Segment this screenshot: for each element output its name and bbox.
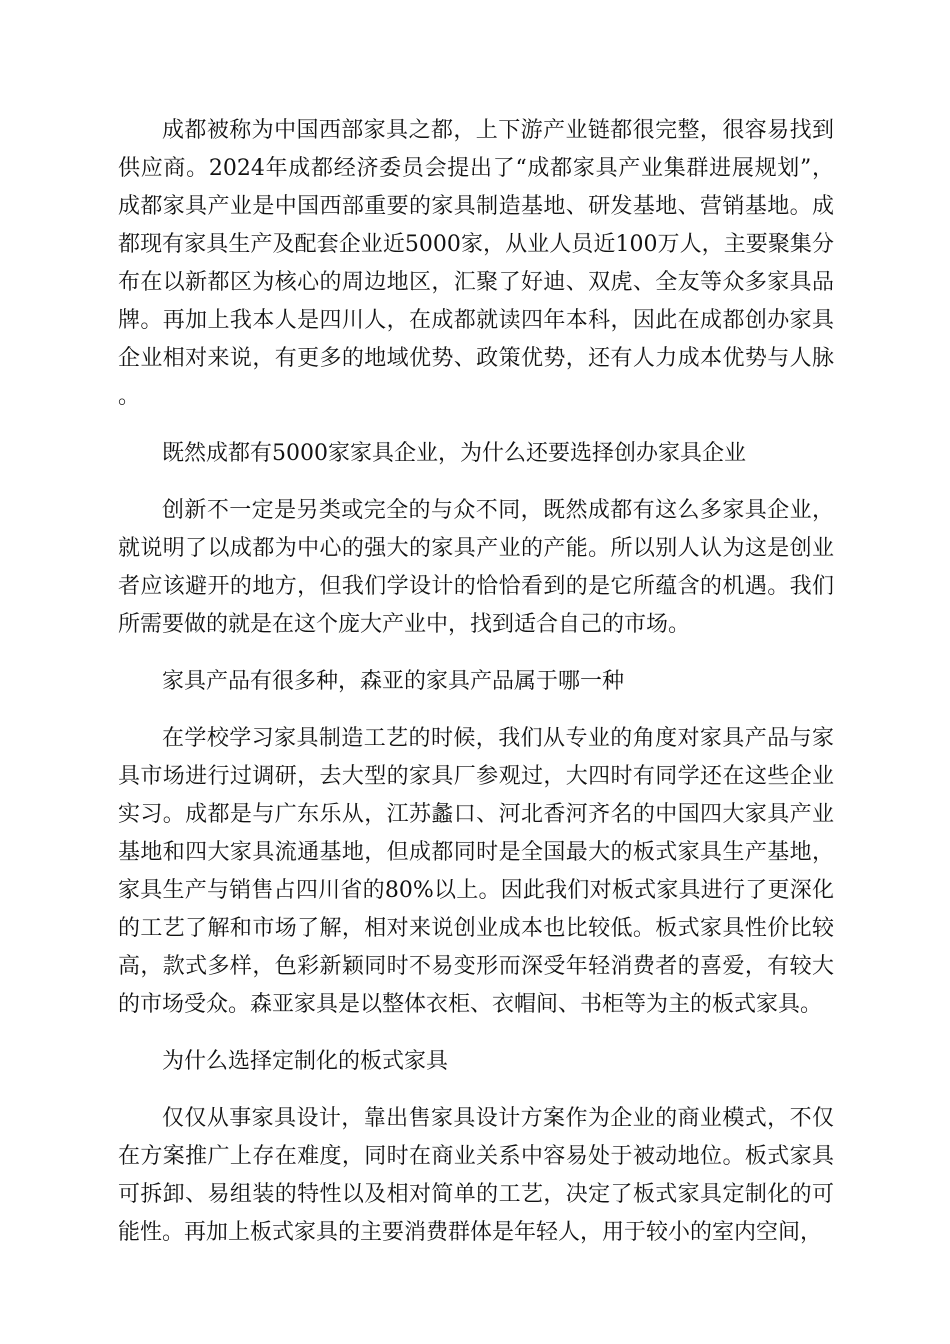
question-which-product-type: 家具产品有很多种，森亚的家具产品属于哪一种 <box>162 669 625 694</box>
paragraph-customization: 仅仅从事家具设计，靠出售家具设计方案作为企业的商业模式，不仅在方案推广上存在难度，同时在商业关系中容易处于被动地位。板式家具可拆卸、易组装的特性以及相对简单的工艺，决定了板式家具定制化的可能性。再加上板式家具的主要消费群体是年轻人，用于较小的室内空间， <box>118 1106 834 1245</box>
paragraph-panel-furniture: 在学校学习家具制造工艺的时候，我们从专业的角度对家具产品与家具市场进行过调研，去大型的家具厂参观过，大四时有同学还在这些企业实习。成都是与广东乐从，江苏蠡口、河北香河齐名的中国四大家具产业基地和四大家具流通基地，但成都同时是全国最大的板式家具生产基地，家具生产与销售占四川省的80%以上。因此我们对板式家具进行了更深化的工艺了解和市场了解，相对来说创业成本也比较低。板式家具性价比较高，款式多样，色彩新颖同时不易变形而深受年轻消费者的喜爱，有较大的市场受众。森亚家具是以整体衣柜、衣帽间、书柜等为主的板式家具。 <box>118 726 834 1017</box>
document-body <box>118 112 834 1271</box>
question-why-start-furniture-company: 既然成都有5000家家具企业，为什么还要选择创办家具企业 <box>162 441 746 466</box>
paragraph-chengdu-furniture-capital: 成都被称为中国西部家具之都，上下游产业链都很完整，很容易找到供应商。2024年成都经济委员会提出了“成都家具产业集群进展规划”，成都家具产业是中国西部重要的家具制造基地、研发基地、营销基地。成都现有家具生产及配套企业近5000家，从业人员近100万人，主要聚集分布在以新都区为核心的周边地区，汇聚了好迪、双虎、全友等众多家具品牌。再加上我本人是四川人，在成都就读四年本科，因此在成都创办家具企业相对来说，有更多的地域优势、政策优势，还有人力成本优势与人脉。 <box>118 118 834 409</box>
question-why-customized-panel-furniture: 为什么选择定制化的板式家具 <box>162 1049 449 1074</box>
paragraph-innovation: 创新不一定是另类或完全的与众不同，既然成都有这么多家具企业，就说明了以成都为中心的强大的家具产业的产能。所以别人认为这是创业者应该避开的地方，但我们学设计的恰恰看到的是它所蕴含的机遇。我们所需要做的就是在这个庞大产业中，找到适合自己的市场。 <box>118 498 834 637</box>
